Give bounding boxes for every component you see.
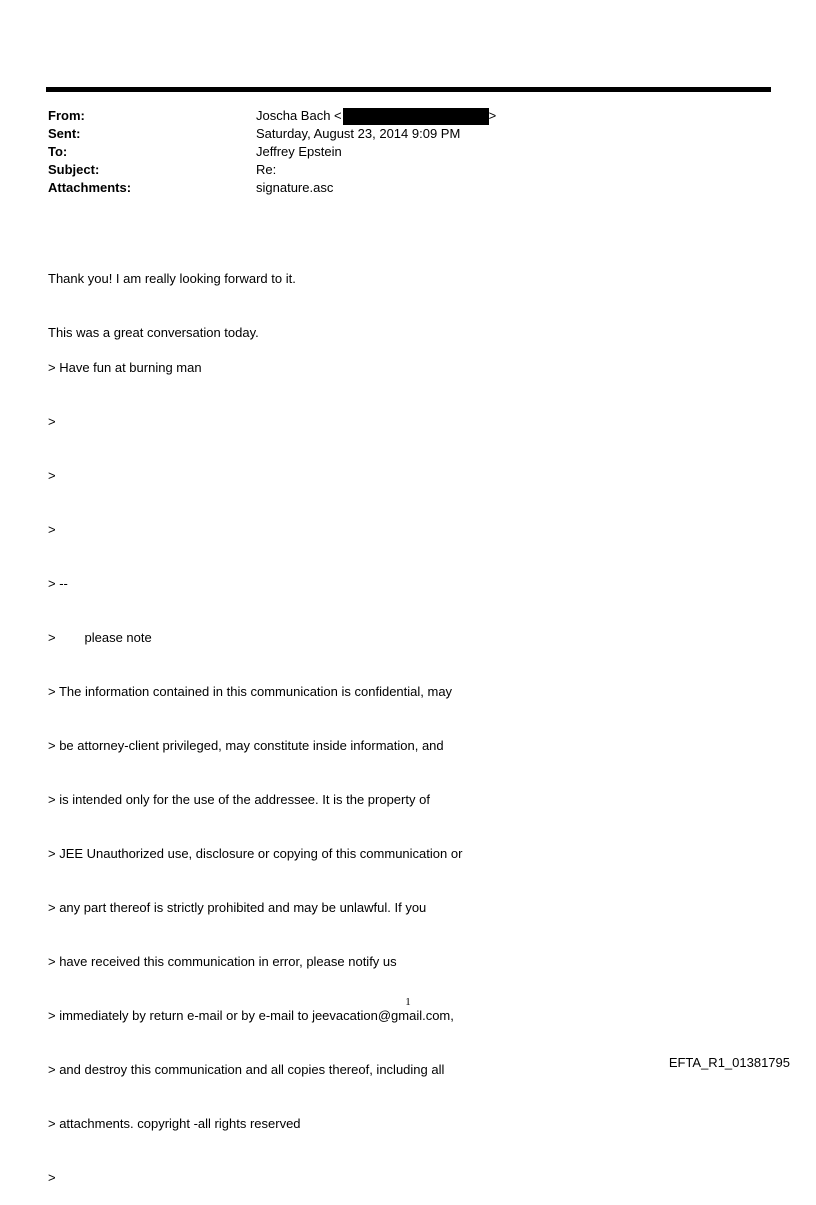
- sent-row: [48, 125, 748, 143]
- subject-row: [48, 161, 748, 179]
- quoted-line: > have received this communication in error, please notify us: [48, 954, 397, 969]
- from-row: [48, 107, 748, 125]
- to-label: To:: [48, 144, 68, 159]
- quoted-line: > Have fun at burning man: [48, 360, 202, 375]
- sent-value: Saturday, August 23, 2014 9:09 PM: [256, 126, 461, 141]
- body-line: Thank you! I am really looking forward to it.: [48, 271, 296, 286]
- email-header: [48, 107, 748, 197]
- quoted-line: >: [48, 468, 56, 483]
- quoted-line: >: [48, 414, 56, 429]
- quoted-line: > The information contained in this communication is confidential, may: [48, 684, 453, 699]
- quoted-line: > immediately by return e-mail or by e-mail to jeevacation@gmail.com,: [48, 1008, 454, 1023]
- quoted-line: > and destroy this communication and all copies thereof, including all: [48, 1062, 445, 1077]
- attachments-label: Attachments:: [48, 180, 132, 195]
- quoted-line: > JEE Unauthorized use, disclosure or copying of this communication or: [48, 846, 463, 861]
- from-label: From:: [48, 108, 85, 123]
- quoted-line: > --: [48, 576, 68, 591]
- quoted-line: > please note: [48, 630, 152, 645]
- from-close-bracket: >: [488, 108, 497, 123]
- attachments-row: [48, 179, 748, 197]
- from-name: Joscha Bach <: [256, 108, 342, 123]
- header-divider: [46, 87, 771, 92]
- to-row: [48, 143, 748, 161]
- redacted-email-address: [343, 108, 489, 125]
- to-value: Jeffrey Epstein: [256, 144, 342, 159]
- body-line: This was a great conversation today.: [48, 325, 259, 340]
- attachment-file: signature.asc: [256, 180, 334, 195]
- quoted-line: >: [48, 1170, 56, 1185]
- subject-value: Re:: [256, 162, 277, 177]
- quoted-line: > is intended only for the use of the addressee. It is the property of: [48, 792, 430, 807]
- subject-label: Subject:: [48, 162, 100, 177]
- quoted-line: > any part thereof is strictly prohibited and may be unlawful. If you: [48, 900, 427, 915]
- quoted-line: > be attorney-client privileged, may constitute inside information, and: [48, 738, 444, 753]
- sent-label: Sent:: [48, 126, 81, 141]
- page-number: 1: [405, 996, 411, 1008]
- quoted-line: >: [48, 522, 56, 537]
- from-value: [256, 107, 496, 125]
- quoted-line: > attachments. copyright -all rights reserved: [48, 1116, 301, 1131]
- document-id: EFTA_R1_01381795: [668, 1055, 790, 1070]
